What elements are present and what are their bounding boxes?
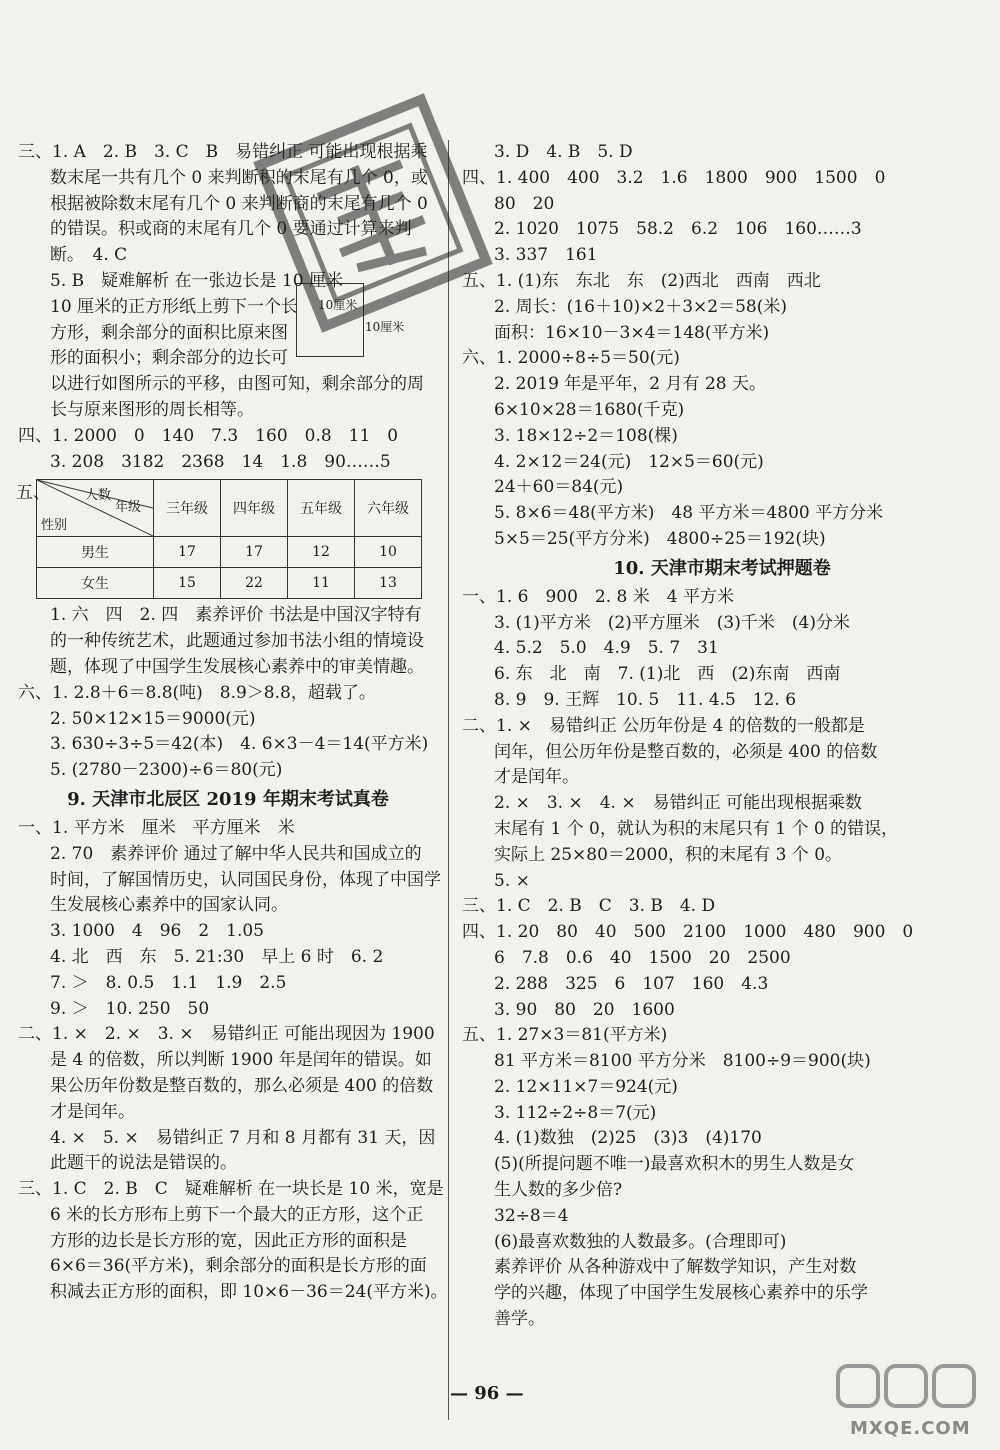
table-cell: 11 [288,568,355,599]
row-label: 女生 [37,568,154,599]
left-column [16,140,448,1306]
text-line: (6)最喜欢数独的人数最多。(合理即可) [494,1231,787,1252]
text-line: 四、1. 400 400 3.2 1.6 1800 900 1500 0 [462,167,886,188]
text-line: 方形，剩余部分的面积比原来图 [50,322,288,343]
text-line: 2. 1020 1075 58.2 6.2 106 160……3 [494,219,862,240]
text-line: 32÷8＝4 [494,1205,569,1226]
text-line: 学的兴趣，体现了中国学生发展核心素养中的乐学 [494,1283,868,1304]
text-line: 生人数的多少倍? [494,1180,623,1201]
text-line: 素养评价 从各种游戏中了解数学知识，产生对数 [494,1257,857,1278]
table-cell: 15 [154,568,221,599]
text-line: 81 平方米＝8100 平方分米 8100÷9＝900(块) [494,1051,871,1072]
text-line: 长与原来图形的周长相等。 [50,399,254,420]
text-line: 5. × [494,870,530,891]
figure-label-top: 10厘米 [318,298,358,312]
text-line: 3. 1000 4 96 2 1.05 [50,921,265,942]
text-line: 3. 208 3182 2368 14 1.8 90……5 [50,451,391,472]
text-line: 2. 12×11×7＝924(元) [494,1076,678,1097]
text-line: 三、1. A 2. B 3. C B 易错纠正 可能出现根据乘 [18,142,428,162]
text-line: 三、1. C 2. B C 3. B 4. D [462,896,716,917]
text-line: 5. 8×6＝48(平方米) 48 平方米＝4800 平方分米 [494,503,884,524]
grade-gender-table [36,479,422,599]
corner-label-count: 人数 [85,488,112,504]
text-line: 才是闰年。 [50,1101,135,1122]
text-line: 果公历年份数是整百数的，那么必须是 400 的倍数 [50,1075,434,1096]
text-line: 以进行如图所示的平移，由图可知，剩余部分的周 [50,374,424,395]
text-line: 8. 9 9. 王辉 10. 5 11. 4.5 12. 6 [494,689,797,710]
watermark-text: MXQE.COM [850,1418,971,1439]
text-line: 断。 4. C [50,245,128,266]
table-cell: 17 [221,537,288,568]
text-line: 六、1. 2000÷8÷5＝50(元) [462,348,680,369]
text-line: 根据被除数末尾有几个 0 来判断商的末尾有几个 0 [50,193,428,214]
text-line: 5×5＝25(平方分米) 4800÷25＝192(块) [494,528,826,549]
text-line: 的一种传统艺术，此题通过参加书法小组的情境设 [50,631,424,652]
text-line: 末尾有 1 个 0，就认为积的末尾只有 1 个 0 的错误， [494,818,899,839]
text-line: 三、1. C 2. B C 疑难解析 在一块长是 10 米，宽是 [18,1179,444,1200]
text-line: 4. × 5. × 易错纠正 7 月和 8 月都有 31 天，因 [50,1127,436,1148]
text-line: 一、1. 6 900 2. 8 米 4 平方米 [462,586,734,607]
table-row [37,537,422,568]
table-header: 三年级 [154,480,221,537]
text-line: 是 4 的倍数，所以判断 1900 年是闰年的错误。如 [50,1050,432,1071]
text-line: 六、1. 2.8＋6＝8.8(吨) 8.9＞8.8，超载了。 [18,682,376,703]
text-line: 五、1. (1)东 东北 东 (2)西北 西南 西北 [462,270,821,291]
text-line: 5. (2780－2300)÷6＝80(元) [50,760,283,781]
table-header: 五年级 [288,480,355,537]
text-line: 3. 337 161 [494,245,598,266]
text-line: 闰年，但公历年份是整百数的，必须是 400 的倍数 [494,741,878,762]
text-line: 80 20 [494,193,555,214]
text-line: 4. (1)数独 (2)25 (3)3 (4)170 [494,1128,762,1149]
text-line: 生发展核心素养中的国家认同。 [50,895,288,916]
left-block-c [18,816,448,1306]
row-label: 男生 [37,537,154,568]
table-cell: 22 [221,568,288,599]
table-prefix: 五、 [16,483,50,504]
text-line: 五、1. 27×3＝81(平方米) [462,1025,668,1046]
left-block-b [18,603,438,784]
table-cell: 10 [355,537,422,568]
text-line: 二、1. × 2. × 3. × 易错纠正 可能出现因为 1900 [18,1024,435,1045]
text-line: 10 厘米的正方形纸上剪下一个长 [50,296,299,317]
text-line: 2. 50×12×15＝9000(元) [50,708,256,729]
corner-label-grade: 年级 [115,500,142,516]
text-line: 四、1. 20 80 40 500 2100 1000 480 900 0 [462,922,914,943]
text-line: 善学。 [494,1309,545,1330]
text-line: 实际上 25×80＝2000，积的末尾有 3 个 0。 [494,844,843,865]
table-header: 六年级 [355,480,422,537]
text-line: 四、1. 2000 0 140 7.3 160 0.8 11 0 [18,425,399,446]
text-line: 7. ＞ 8. 0.5 1.1 1.9 2.5 [50,972,287,993]
grade-table-block [18,479,438,599]
right-block-b [462,585,982,1333]
text-line: 此题干的说法是错误的。 [50,1153,237,1174]
text-line: 6×10×28＝1680(千克) [494,399,685,420]
text-line: 3. D 4. B 5. D [494,142,633,162]
text-line: 1. 六 四 2. 四 素养评价 书法是中国汉字特有 [50,605,422,626]
text-line: 3. (1)平方米 (2)平方厘米 (3)千米 (4)分米 [494,612,850,633]
text-line: 6 7.8 0.6 40 1500 20 2500 [494,947,791,968]
text-line: 方形的边长是长方形的宽，因此正方形的面积是 [50,1230,407,1251]
text-line: 4. 北 西 东 5. 21:30 早上 6 时 6. 2 [50,946,384,967]
text-line: 2. 2019 年是平年，2 月有 28 天。 [494,374,766,395]
text-line: 的错误。积或商的末尾有几个 0 要通过计算来判 [50,219,412,240]
text-line: 9. ＞ 10. 250 50 [50,998,210,1019]
text-line: 2. 70 素养评价 通过了解中华人民共和国成立的 [50,843,422,864]
text-line: 4. 2×12＝24(元) 12×5＝60(元) [494,451,764,472]
text-line: 6. 东 北 南 7. (1)北 西 (2)东南 西南 [494,664,841,685]
text-line: 6×6＝36(平方米)，剩余部分的面积是长方形的面 [50,1256,427,1277]
table-cell: 13 [355,568,422,599]
text-line: 5. B 疑难解析 在一张边长是 10 厘米 [50,270,343,291]
text-line: (5)(所提问题不唯一)最喜欢积木的男生人数是女 [494,1154,855,1175]
text-line: 2. 288 325 6 107 160 4.3 [494,973,769,994]
text-line: 3. 112÷2÷8＝7(元) [494,1102,657,1123]
text-line: 3. 90 80 20 1600 [494,999,675,1020]
section-9-title: 9. 天津市北辰区 2019 年期末考试真卷 [67,788,389,810]
text-line: 才是闰年。 [494,767,579,788]
text-line: 4. 5.2 5.0 4.9 5. 7 31 [494,638,719,659]
text-line: 一、1. 平方米 厘米 平方厘米 米 [18,817,295,838]
text-line: 3. 630÷3÷5＝42(本) 4. 6×3－4＝14(平方米) [50,734,429,755]
page-number: — 96 — [450,1383,524,1404]
table-cell: 12 [288,537,355,568]
right-block-a [462,140,982,553]
text-line: 题，体现了中国学生发展核心素养中的审美情趣。 [50,656,424,677]
section-10-title: 10. 天津市期末考试押题卷 [613,557,831,579]
text-line: 时间，了解国情历史，认同国民身份，体现了中国学 [50,869,441,890]
text-line: 数末尾一共有几个 0 来判断积的末尾有几个 0，或 [50,167,428,188]
text-line: 二、1. × 易错纠正 公历年份是 4 的倍数的一般都是 [462,715,865,736]
text-line: 2. 周长：(16＋10)×2＋3×2＝58(米) [494,296,787,317]
text-line: 面积：16×10－3×4＝148(平方米) [494,322,770,343]
text-line: 积减去正方形的面积，即 10×6－36＝24(平方米)。 [50,1282,448,1303]
text-line: 6 米的长方形布上剪下一个最大的正方形，这个正 [50,1204,424,1225]
text-line: 24＋60＝84(元) [494,477,624,498]
table-cell: 17 [154,537,221,568]
table-corner-cell [37,480,154,537]
text-line: 形的面积小；剩余部分的边长可 [50,348,288,369]
corner-label-gender: 性别 [41,518,68,534]
text-line: 3. 18×12÷2＝108(棵) [494,425,678,446]
table-row [37,568,422,599]
figure-label-side: 10厘米 [365,320,405,334]
table-header: 四年级 [221,480,288,537]
text-line: 2. × 3. × 4. × 易错纠正 可能出现根据乘数 [494,793,863,814]
right-column [462,140,982,1333]
column-divider [448,140,449,1420]
